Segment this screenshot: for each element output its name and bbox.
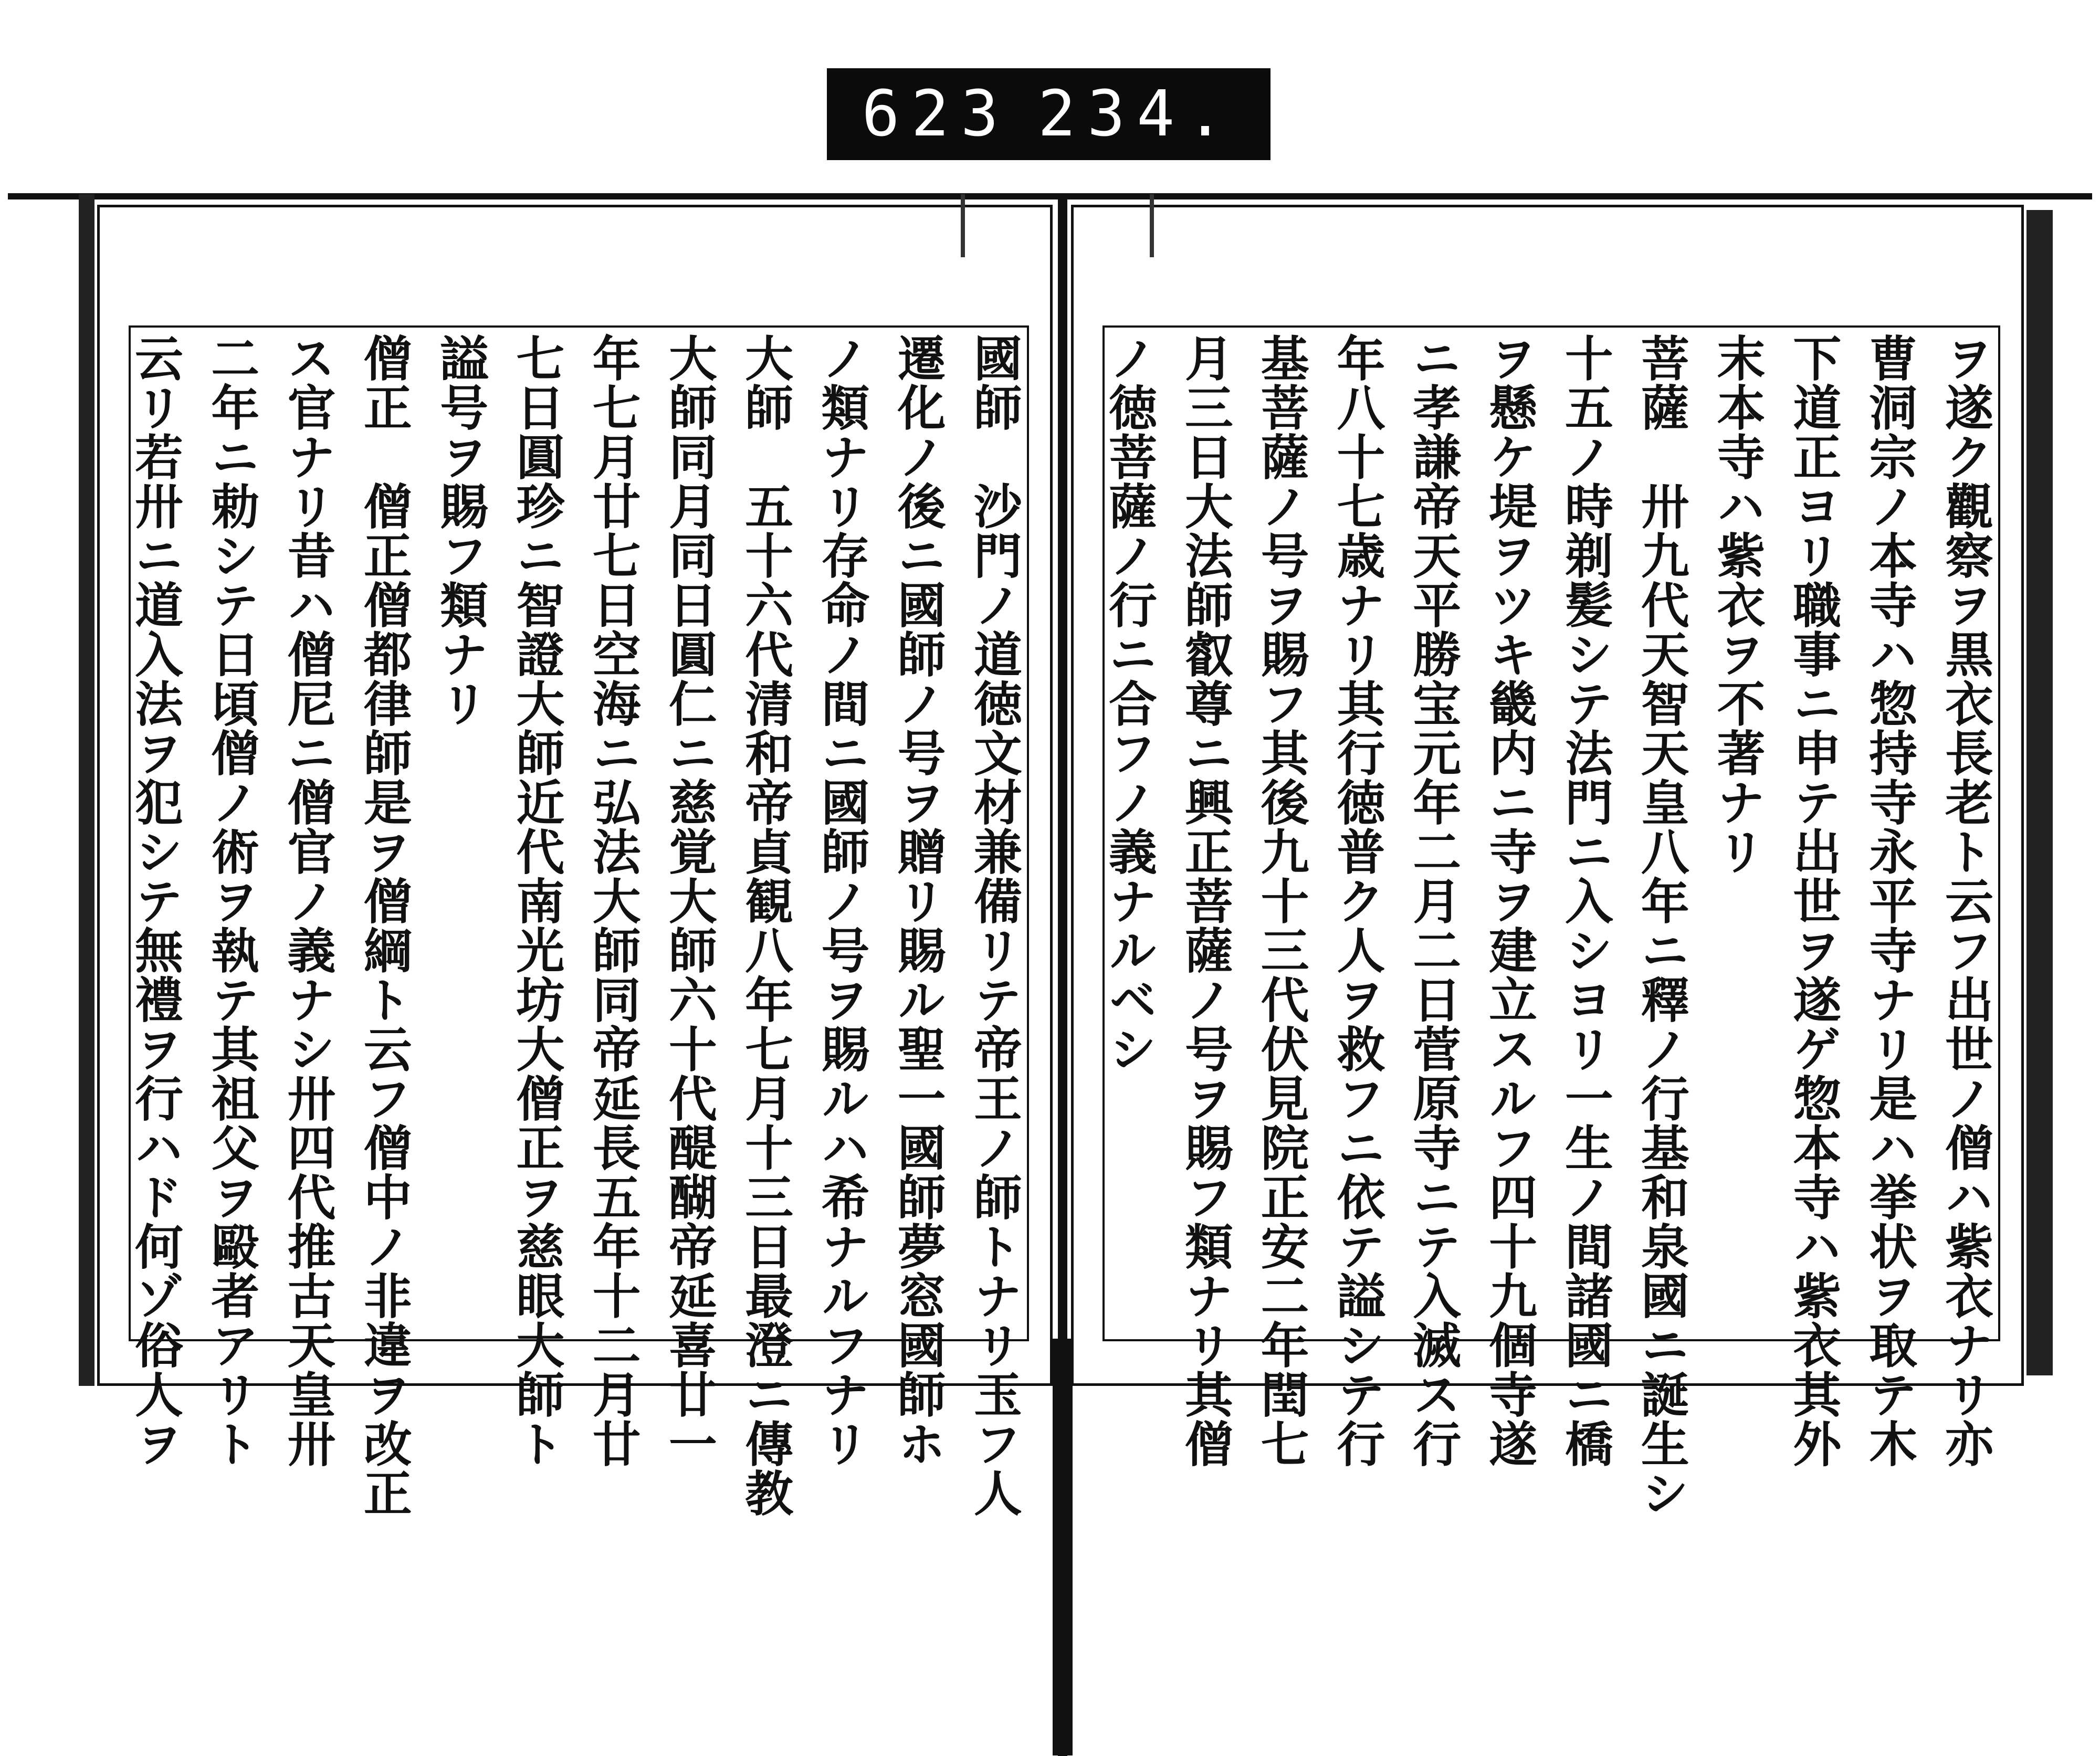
text-column: 謚号ヲ賜フ類ナリ (432, 333, 489, 728)
top-rule (8, 193, 2092, 199)
text-column: 僧正 僧正僧都律師是ヲ僧綱ト云フ僧中ノ非違ヲ改正 (355, 333, 413, 1518)
page-notch (1150, 194, 1154, 257)
text-column: ノ類ナリ存命ノ間ニ國師ノ号ヲ賜ルハ希ナルフナリ (813, 333, 870, 1468)
text-column: 年八十七歳ナリ其行徳普ク人ヲ救フニ依テ謚シテ行 (1329, 333, 1386, 1468)
text-column: 遷化ノ後ニ國師ノ号ヲ贈リ賜ル聖一國師夢窓國師ホ (889, 333, 947, 1468)
text-column: 年七月廿七日空海ニ弘法大師同帝延長五年十二月廿 (584, 333, 642, 1468)
text-column: 下道正ヨリ職事ニ申テ出世ヲ遂ゲ惣本寺ハ紫衣其外 (1785, 333, 1842, 1468)
frame-number-right: 234. (1037, 78, 1236, 151)
text-column: ニ孝謙帝天平勝宝元年二月二日菅原寺ニテ入滅ス行 (1405, 333, 1462, 1468)
text-column: ヲ遂ク觀察ヲ黒衣長老ト云フ出世ノ僧ハ紫衣ナリ亦 (1937, 333, 1994, 1468)
text-column: 國師 沙門ノ道徳文材兼備リテ帝王ノ師トナリ玉フ人 (965, 333, 1023, 1518)
text-column: 大師 五十六代清和帝貞観八年七月十三日最澄ニ傳教 (737, 333, 794, 1518)
text-column: 曹洞宗ノ本寺ハ惣持寺永平寺ナリ是ハ挙状ヲ取テ木 (1861, 333, 1918, 1468)
text-column: 七日圓珍ニ智證大師近代南光坊大僧正ヲ慈眼大師ト (508, 333, 565, 1468)
left-page-columns (127, 333, 1023, 1518)
frame-number-label (827, 68, 1270, 160)
book-spine-foot (1053, 1339, 1073, 1755)
text-column: 末本寺ハ紫衣ヲ不著ナリ (1709, 333, 1766, 876)
text-column: ノ徳菩薩ノ行ニ合フノ義ナルベシ (1101, 333, 1158, 1074)
text-column: 月三日大法師叡尊ニ興正菩薩ノ号ヲ賜フ類ナリ其僧 (1177, 333, 1234, 1468)
text-column: 十五ノ時剃髪シテ法門ニ入シヨリ一生ノ間諸國ニ橋 (1557, 333, 1614, 1468)
right-book-edge (2026, 210, 2053, 1375)
page-notch (961, 194, 965, 257)
text-column: 云リ若卅ニ道入法ヲ犯シテ無禮ヲ行ハド何ゾ俗人ヲ (127, 333, 184, 1468)
right-page-columns (1101, 333, 1994, 1518)
text-column: 菩薩 卅九代天智天皇八年ニ釋ノ行基和泉國ニ誕生シ (1633, 333, 1690, 1518)
left-page (97, 205, 1053, 1518)
text-column: ヲ懸ケ堤ヲツキ畿内ニ寺ヲ建立スルフ四十九個寺遂 (1481, 333, 1538, 1468)
left-book-edge (79, 194, 94, 1386)
text-column: ス官ナリ昔ハ僧尼ニ僧官ノ義ナシ卅四代推古天皇卅 (279, 333, 337, 1468)
text-column: 二年ニ勅シテ日頃僧ノ術ヲ執テ其祖父ヲ毆者アリト (203, 333, 260, 1468)
frame-number-left: 623 (862, 78, 1011, 151)
text-column: 基菩薩ノ号ヲ賜フ其後九十三代伏見院正安二年閏七 (1253, 333, 1310, 1468)
right-page (1071, 205, 2024, 1518)
text-column: 大師同月同日圓仁ニ慈覚大師六十代醍醐帝延喜廿一 (660, 333, 718, 1468)
